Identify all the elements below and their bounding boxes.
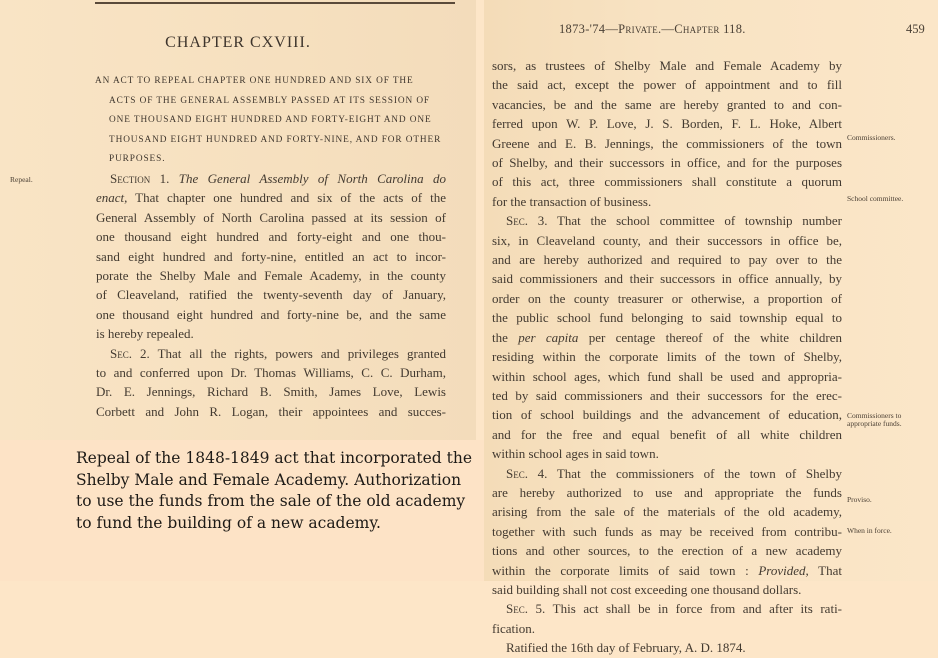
margin-note-when-in-force: When in force. <box>847 526 892 535</box>
margin-note-appropriate-funds-2: appropriate funds. <box>847 419 902 428</box>
text-line: within school ages in said town. <box>492 446 659 462</box>
text-line: vacancies, be and the same are hereby granted to and con- <box>492 96 842 112</box>
act-title-line: ACTS OF THE GENERAL ASSEMBLY PASSED AT ITS SESSION OF <box>109 95 430 106</box>
text-line: are hereby authorized to use and appropriate the funds <box>492 484 842 500</box>
text-line: for the transaction of business. <box>492 193 652 209</box>
left-page-scan <box>0 0 476 440</box>
text-line <box>492 328 842 347</box>
text-line: Greene and E. B. Jennings, the commissioners of the town <box>492 135 842 151</box>
text-line: and are hereby authorized and required to pay over to the <box>492 252 842 268</box>
text-fragment: This act shall be in force from and after its rati- <box>545 601 843 617</box>
text-fragment: per centage thereof of the white children <box>578 329 842 345</box>
text-fragment: within the corporate limits of said town : <box>492 562 759 578</box>
text-line: within school ages, which fund shall be used and appropria- <box>492 368 842 384</box>
enacting-clause: The General Assembly of North Carolina do <box>178 171 446 186</box>
summary-caption: Repeal of the 1848-1849 act that incorporated the Shelby Male and Female Academy. Authorization to use the funds from the sale of the old academy to fund the building of a new academy. <box>76 449 473 532</box>
text-line: sand eight hundred and forty-nine, entitled an act to incor- <box>96 248 446 264</box>
act-title-line: PURPOSES. <box>109 154 166 164</box>
text-line: porate the Shelby Male and Female Academy, in the county <box>96 268 446 284</box>
section-label: Sec. 2. <box>110 345 150 361</box>
section-label: Sec. 4. <box>506 465 548 481</box>
text-fragment: That <box>808 562 842 578</box>
text-line: one thousand eight hundred and forty-nine be, and the same <box>96 306 446 322</box>
text-fragment: That chapter one hundred and six of the acts of the <box>127 190 446 206</box>
text-line: one thousand eight hundred and forty-eight and one thou- <box>96 229 446 245</box>
text-fragment: That the commissioners of the town of Shelby <box>547 465 842 481</box>
text-line: and for the free and equal benefit of all white children <box>492 426 842 442</box>
section-5-first-line <box>492 599 842 618</box>
text-line: together with such funds as may be received from contribu- <box>492 523 842 539</box>
text-line: of this act, three commissioners shall constitute a quorum <box>492 174 842 190</box>
act-title-line: THOUSAND EIGHT HUNDRED AND FORTY-NINE, AND FOR OTHER <box>109 134 442 145</box>
text-line: is hereby repealed. <box>96 326 194 342</box>
section-label: Sec. 3. <box>506 213 548 229</box>
left-body-text <box>96 169 446 421</box>
text-line: six, in Cleaveland county, and their successors in office be, <box>492 232 842 248</box>
text-line <box>492 561 842 580</box>
text-line: ted by said commissioners and their successors for the erec- <box>492 387 842 403</box>
margin-note-school-committee: School committee. <box>847 194 904 203</box>
enact-word: enact, <box>96 190 128 206</box>
text-fragment: That all the rights, powers and privileges granted <box>149 345 447 361</box>
running-head-text: 1873-'74—Private.—Chapter 118. <box>559 22 746 36</box>
text-fragment: the <box>492 329 519 345</box>
text-line <box>96 188 446 207</box>
per-capita-italic: per capita <box>518 329 579 345</box>
text-line: ferred upon W. P. Love, J. S. Borden, F. L. Hoke, Albert <box>492 116 842 132</box>
section-1-first-line <box>96 169 446 188</box>
text-fragment: That the school committee of township number <box>547 213 842 229</box>
margin-note-repeal: Repeal. <box>10 175 33 184</box>
page-number: 459 <box>906 22 925 36</box>
top-rule <box>95 2 455 4</box>
ratification-line: Ratified the 16th day of February, A. D. 1874. <box>506 640 746 656</box>
text-line: said building shall not cost exceeding one thousand dollars. <box>492 581 802 597</box>
margin-note-commissioners: Commissioners. <box>847 133 896 142</box>
text-line: General Assembly of North Carolina passed at its session of <box>96 209 446 225</box>
text-line: tion of school buildings and the advancement of education, <box>492 407 842 423</box>
section-label: Section 1. <box>110 171 170 186</box>
running-head <box>559 22 746 37</box>
text-line: sors, as trustees of Shelby Male and Female Academy by <box>492 58 842 73</box>
text-line: of Shelby, and their successors in office, and for the purposes <box>492 155 842 171</box>
act-title <box>95 72 445 170</box>
section-3-first-line <box>492 211 842 230</box>
text-line: the said act, except the power of appointment and to fill <box>492 77 842 93</box>
text-line: the public school fund belonging to said township equal to <box>492 310 842 326</box>
text-line: Corbett and John R. Logan, their appointees and succes- <box>96 403 446 419</box>
right-body-text <box>492 56 842 658</box>
section-4-first-line <box>492 464 842 483</box>
act-title-line: ONE THOUSAND EIGHT HUNDRED AND FORTY-EIGHT AND ONE <box>109 115 432 125</box>
text-line: order on the county treasurer or otherwise, a proportion of <box>492 290 842 306</box>
text-line: Dr. E. Jennings, Richard B. Smith, James Love, Lewis <box>96 384 446 400</box>
text-line: residing within the corporate limits of the town of Shelby, <box>492 349 842 365</box>
margin-note-proviso: Proviso. <box>847 495 872 504</box>
text-line: tions and other sources, to the erection of a new academy <box>492 543 842 559</box>
provided-italic: Provided, <box>758 562 809 578</box>
act-title-line: AN ACT TO REPEAL CHAPTER ONE HUNDRED AND SIX OF THE <box>95 76 414 86</box>
text-line: fication. <box>492 620 535 636</box>
text-line: arising from the sale of the materials of the old academy, <box>492 504 842 520</box>
text-line: of Cleaveland, ratified the twenty-seventh day of January, <box>96 287 446 303</box>
text-line: to and conferred upon Dr. Thomas Williams, C. C. Durham, <box>96 365 446 381</box>
text-line: said commissioners and their successors in office annually, by <box>492 271 842 287</box>
margin-note-appropriate-funds-1: Commissioners to <box>847 411 902 420</box>
chapter-title: CHAPTER CXVIII. <box>165 34 311 51</box>
section-label: Sec. 5. <box>506 601 546 617</box>
section-2-first-line <box>96 344 446 363</box>
